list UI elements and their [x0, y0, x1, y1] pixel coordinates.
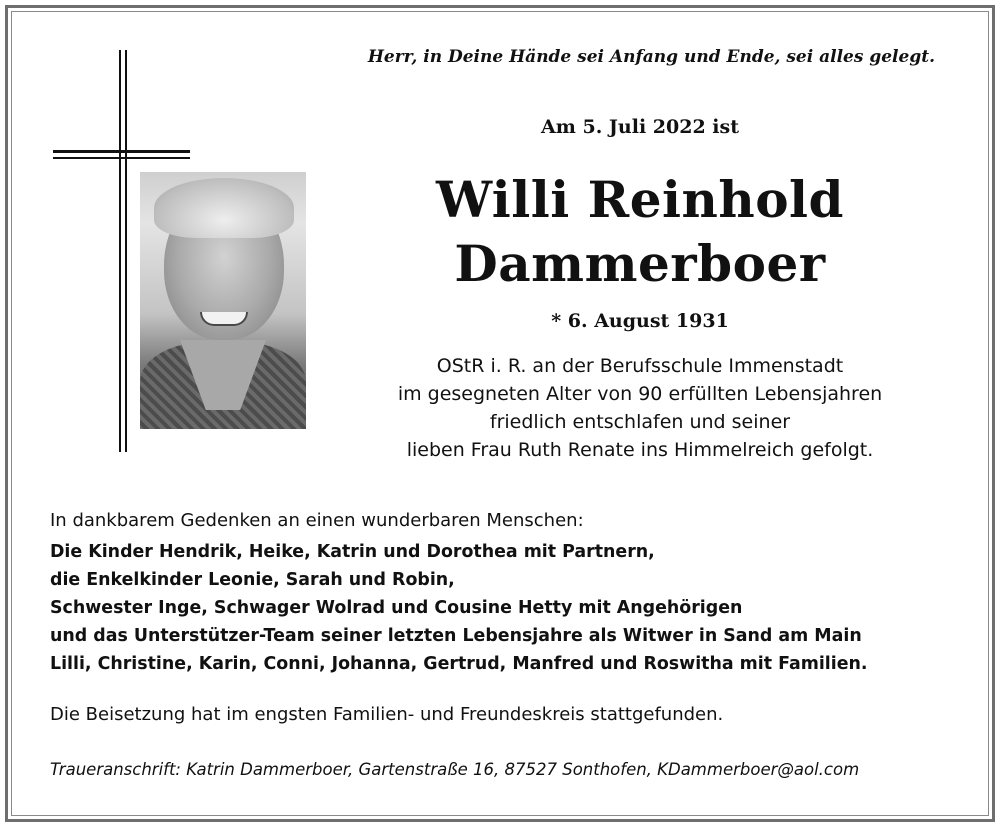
cross-horizontal-bar — [53, 157, 190, 159]
death-date: Am 5. Juli 2022 ist — [541, 116, 739, 138]
name-line-2: Dammerboer — [454, 234, 826, 293]
bio-line: OStR i. R. an der Berufsschule Immenstadt — [436, 355, 844, 377]
portrait-photo — [140, 172, 306, 429]
mourner-line: und das Unterstützer-Team seiner letzten Lebensjahre als Witwer in Sand am Main — [50, 626, 862, 646]
photo-hair — [154, 178, 294, 238]
condolence-address: Traueranschrift: Katrin Dammerboer, Gartenstraße 16, 87527 Sonthofen, KDammerboer@aol.com — [50, 760, 860, 779]
cross-vertical-bar — [125, 50, 127, 452]
mourners-list — [50, 538, 868, 678]
burial-notice: Die Beisetzung hat im engsten Familien- und Freundeskreis stattgefunden. — [50, 704, 724, 725]
mourner-line: Die Kinder Hendrik, Heike, Katrin und Dorothea mit Partnern, — [50, 542, 655, 562]
cross-horizontal-bar — [53, 150, 190, 153]
mourner-line: die Enkelkinder Leonie, Sarah und Robin, — [50, 570, 455, 590]
motto-text: Herr, in Deine Hände sei Anfang und Ende, sei alles gelegt. — [367, 47, 935, 67]
mourner-line: Lilli, Christine, Karin, Conni, Johanna, Gertrud, Manfred und Roswitha mit Familien. — [50, 654, 868, 674]
memorial-intro: In dankbarem Gedenken an einen wunderbaren Menschen: — [50, 510, 584, 531]
mourner-line: Schwester Inge, Schwager Wolrad und Cousine Hetty mit Angehörigen — [50, 598, 743, 618]
deceased-name — [340, 168, 940, 296]
bio-line: friedlich entschlafen und seiner — [489, 411, 791, 433]
bio-line: im gesegneten Alter von 90 erfüllten Lebensjahren — [397, 383, 883, 405]
name-line-1: Willi Reinhold — [435, 170, 845, 229]
photo-smile — [200, 312, 248, 326]
cross-vertical-bar — [119, 50, 121, 452]
biography — [340, 352, 940, 464]
bio-line: lieben Frau Ruth Renate ins Himmelreich gefolgt. — [406, 439, 874, 461]
birth-date: * 6. August 1931 — [551, 310, 729, 332]
